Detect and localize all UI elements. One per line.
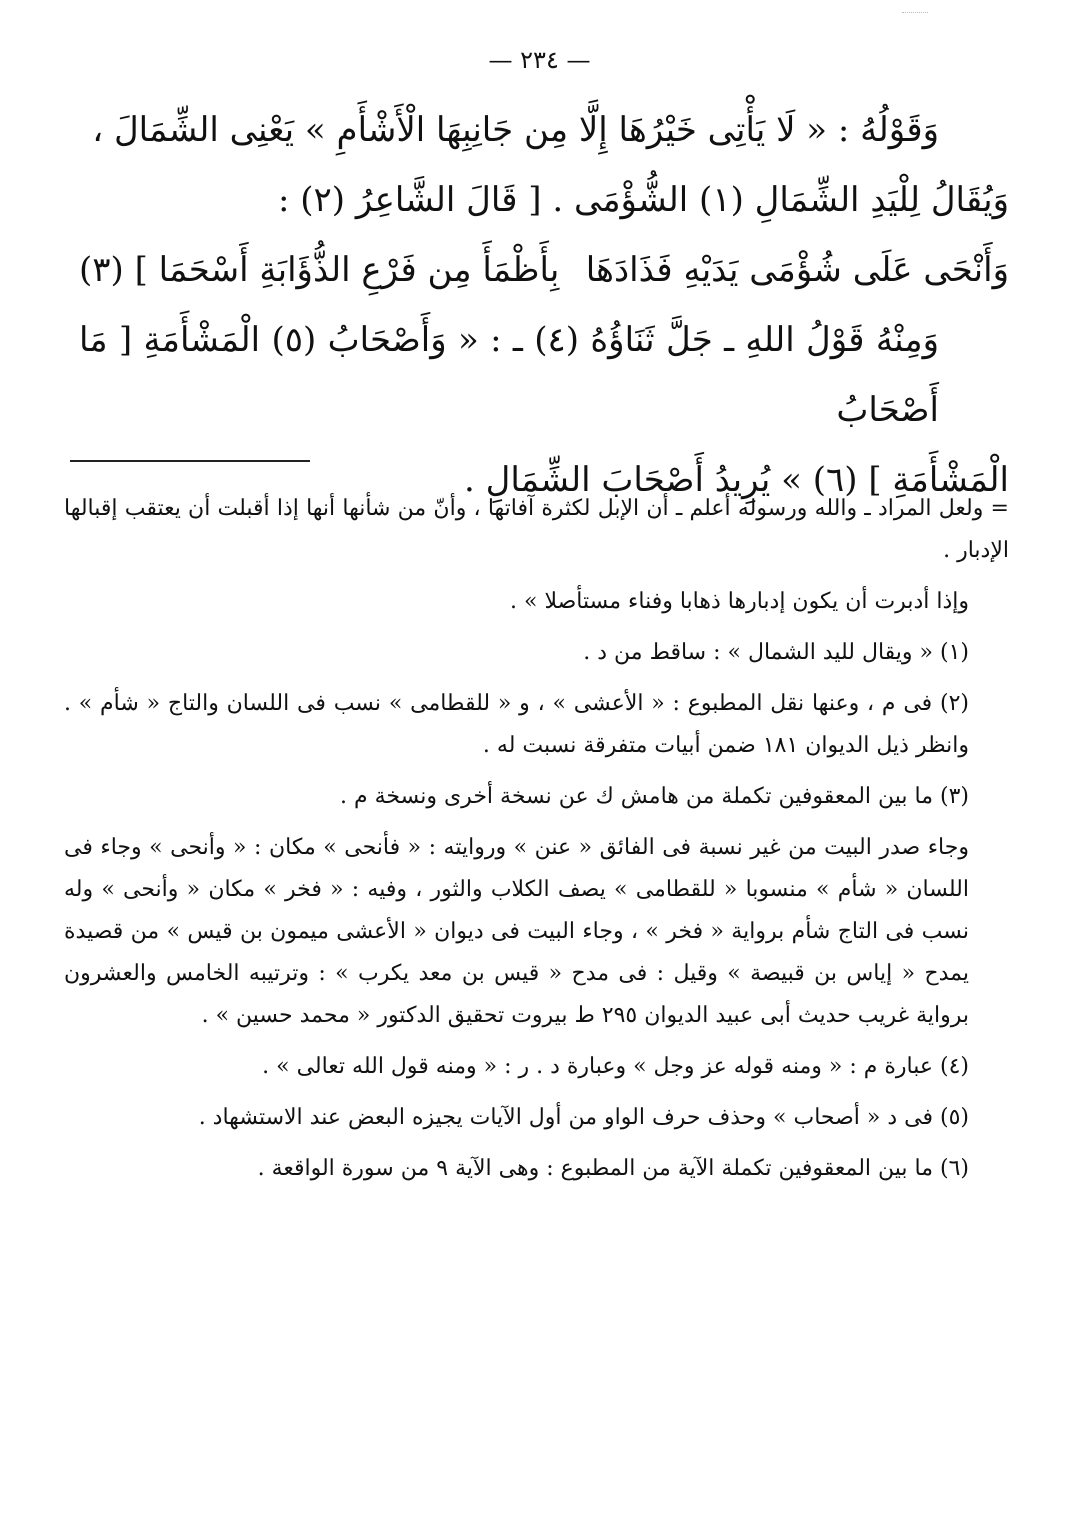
- footnote-3: (٣) ما بين المعقوفين تكملة من هامش ك عن نسخة أخرى ونسخة م .: [340, 784, 969, 809]
- footnotes: [64, 488, 1009, 1199]
- footnote-continuation: = ولعل المراد ـ والله ورسوله أعلم ـ أن الإبل لكثرة آفاتها ، وأنّ من شأنها أنها إذا أقبلت أن يعتقب إقبالها الإدبار .: [64, 496, 1009, 563]
- verse-second-hemistich: بِأَظْمَأَ مِن فَرْعِ الذُّؤَابَةِ أَسْحَمَا ] (٣): [79, 250, 560, 290]
- main-line-5: الْمَشْأَمَةِ ] (٦) » يُرِيدُ أَصْحَابَ الشِّمَالِ .: [464, 460, 1009, 500]
- footnote-2: (٢) فى م ، وعنها نقل المطبوع : « الأعشى » ، و « للقطامى » نسب فى اللسان والتاج « شأم » . وانظر ذيل الديوان ١٨١ ضمن أبيات متفرقة نسبت له .: [64, 691, 969, 758]
- page-number: — ٢٣٤ —: [488, 46, 591, 74]
- poetry-verse: [79, 235, 1009, 305]
- footnote-3-continuation: وجاء صدر البيت من غير نسبة فى الفائق « عنن » وروايته : « فأنحى » مكان : « وأنحى » وجاء فى اللسان « شأم » منسوبا « للقطامى » يصف الكلاب والثور ، وفيه : « فخر » مكان « وأنحى » وله نسب فى التاج شأم برواية « فخر » ، وجاء البيت فى ديوان « الأعشى ميمون بن قيس » من قصيدة يمدح « إياس بن قبيصة » وقيل : فى مدح « قيس بن معد يكرب » : وترتيبه الخامس والعشرون برواية غريب حديث أبى عبيد الديوان ٢٩٥ ط بيروت تحقيق الدكتور « محمد حسين » .: [64, 835, 969, 1028]
- footnote-4: (٤) عبارة م : « ومنه قوله عز وجل » وعبارة د . ر : « ومنه قول الله تعالى » .: [262, 1054, 969, 1079]
- main-line-2: وَيُقَالُ لِلْيَدِ الشِّمَالِ (١) الشُّؤْمَى . [ قَالَ الشَّاعِرُ (٢) :: [277, 180, 1009, 220]
- main-text: [79, 95, 1009, 515]
- footnote-6: (٦) ما بين المعقوفين تكملة الآية من المطبوع : وهى الآية ٩ من سورة الواقعة .: [257, 1156, 969, 1181]
- main-line-4: وَمِنْهُ قَوْلُ اللهِ ـ جَلَّ ثَنَاؤُهُ (٤) ـ : « وَأَصْحَابُ (٥) الْمَشْأَمَةِ [ مَا أَصْحَابُ: [79, 320, 939, 430]
- footnote-1: (١) « ويقال لليد الشمال » : ساقط من د .: [583, 640, 969, 665]
- scan-speck: [902, 12, 928, 19]
- main-line-1: وَقَوْلُهُ : « لَا يَأْتِى خَيْرُهَا إِلَّا مِن جَانِبِهَا الْأَشْأَمِ » يَعْنِى الشِّمَالَ ،: [92, 110, 939, 150]
- footnote-divider: [70, 460, 310, 462]
- footnote-5: (٥) فى د « أصحاب » وحذف حرف الواو من أول الآيات يجيزه البعض عند الاستشهاد .: [198, 1105, 969, 1130]
- verse-first-hemistich: وَأَنْحَى عَلَى شُؤْمَى يَدَيْهِ فَذَادَهَا: [585, 250, 1009, 290]
- footnote-continuation-2: وإذا أدبرت أن يكون إدبارها ذهابا وفناء مستأصلا » .: [510, 589, 969, 614]
